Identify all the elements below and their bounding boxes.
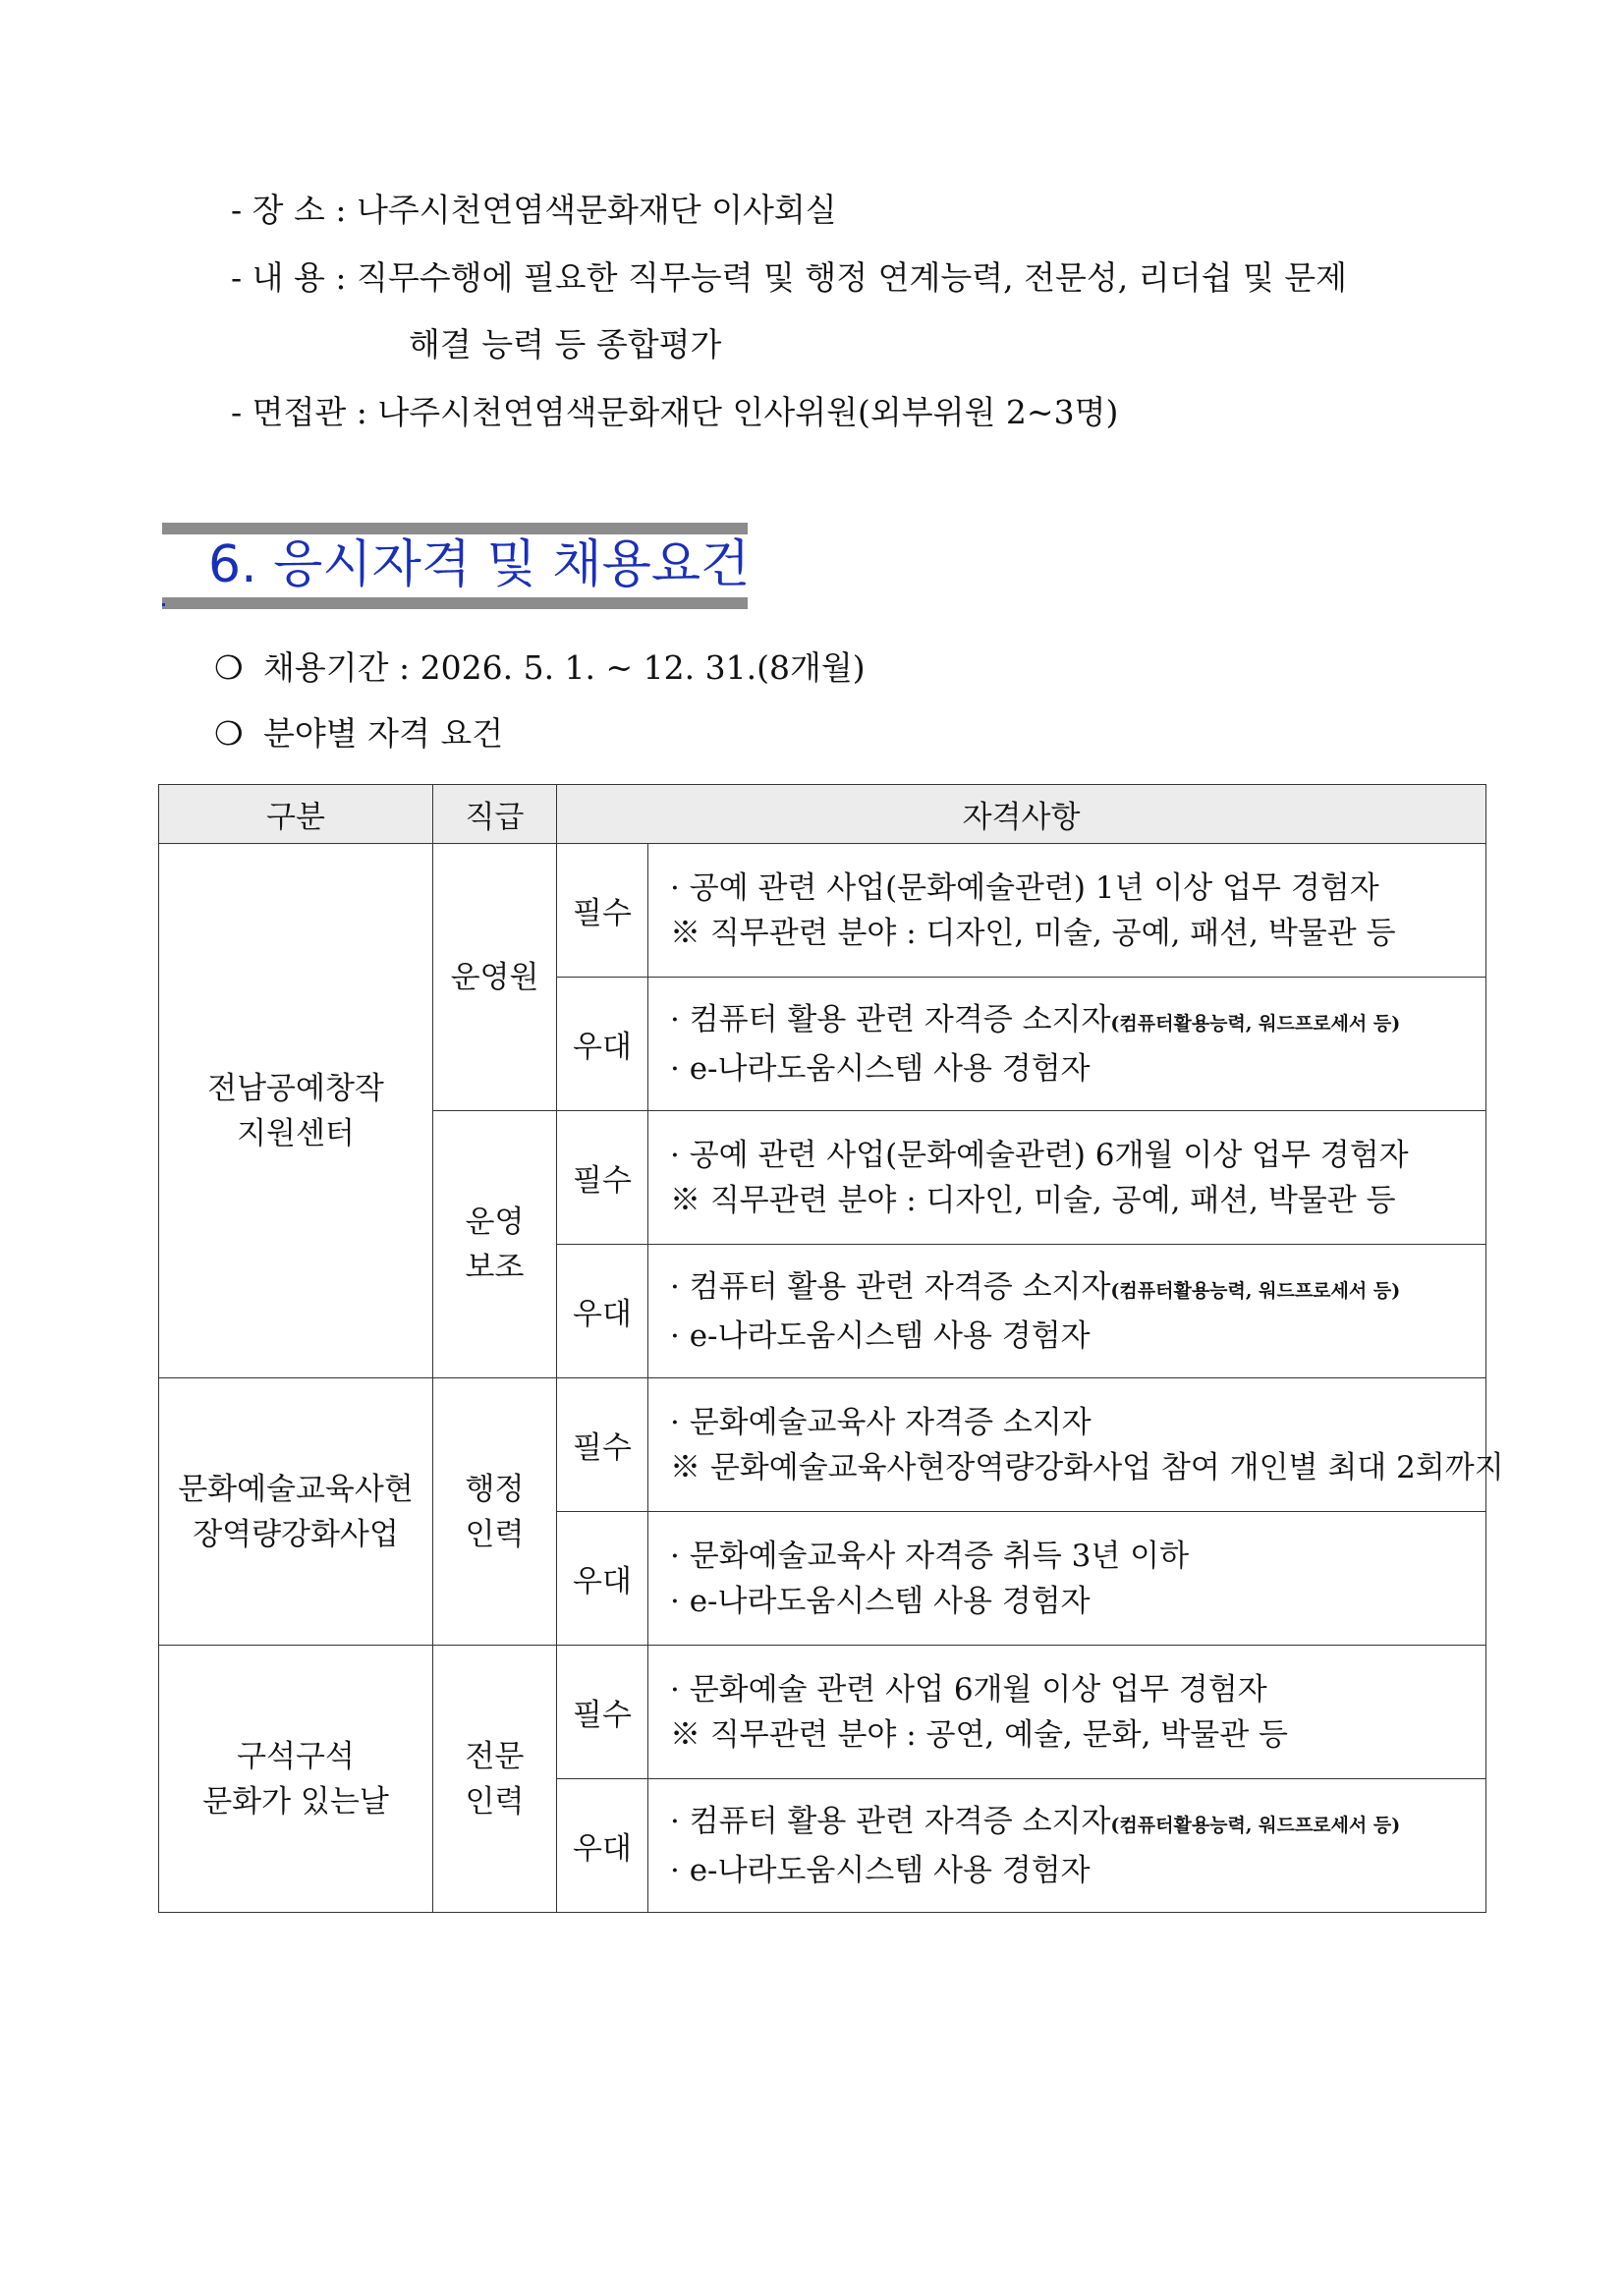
detail-line: ※ 직무관련 분야 : 디자인, 미술, 공예, 패션, 박물관 등 xyxy=(670,915,1396,951)
header-division: 구분 xyxy=(159,785,433,844)
detail-cell xyxy=(648,1512,1486,1646)
kind-cell: 우대 xyxy=(557,1512,648,1646)
detail-line: · e-나라도움시스템 사용 경험자 xyxy=(670,1583,1091,1619)
detail-line: · e-나라도움시스템 사용 경험자 xyxy=(670,1852,1091,1888)
detail-line-text: · 컴퓨터 활용 관련 자격증 소지자 xyxy=(670,1268,1111,1305)
detail-line xyxy=(670,1264,1485,1314)
detail-line: · 공예 관련 사업(문화예술관련) 1년 이상 업무 경험자 xyxy=(670,869,1379,906)
section-rule-bottom xyxy=(162,597,748,609)
detail-line xyxy=(670,997,1485,1046)
header-rank: 직급 xyxy=(433,785,557,844)
table-header-row xyxy=(159,785,1486,844)
kind-cell: 필수 xyxy=(557,1646,648,1779)
intro-place xyxy=(231,189,837,232)
kind-cell: 우대 xyxy=(557,1245,648,1378)
circle-bullet-icon: ❍ xyxy=(214,648,244,687)
kind-cell: 우대 xyxy=(557,978,648,1111)
detail-line-text: · 컴퓨터 활용 관련 자격증 소지자 xyxy=(670,1001,1111,1037)
intro-place-text: 나주시천연염색문화재단 이사회실 xyxy=(357,191,837,229)
detail-cell xyxy=(648,1245,1486,1378)
intro-interviewer-label: - 면접관 : xyxy=(231,393,367,431)
intro-content xyxy=(231,256,1347,300)
detail-cell xyxy=(648,1378,1504,1512)
intro-content-label: - 내 용 : xyxy=(231,258,347,297)
detail-cell xyxy=(648,1646,1486,1779)
detail-line: · e-나라도움시스템 사용 경험자 xyxy=(670,1050,1091,1087)
table-row xyxy=(159,1378,1486,1512)
detail-line: · 문화예술교육사 자격증 취득 3년 이하 xyxy=(670,1538,1190,1574)
division-cell xyxy=(159,1378,433,1646)
intro-place-label: - 장 소 : xyxy=(231,191,347,229)
division-cell xyxy=(159,844,433,1378)
detail-line xyxy=(670,1799,1485,1848)
kind-cell: 필수 xyxy=(557,1111,648,1245)
requirements-table xyxy=(158,784,1504,1913)
division-line: 문화예술교육사현 xyxy=(178,1471,414,1507)
kind-cell: 우대 xyxy=(557,1779,648,1913)
detail-line: ※ 직무관련 분야 : 공연, 예술, 문화, 박물관 등 xyxy=(670,1716,1288,1753)
division-cell xyxy=(159,1646,433,1913)
rank-cell xyxy=(433,1111,557,1378)
section-title: 6. 응시자격 및 채용요건 xyxy=(208,535,751,594)
intro-interviewer xyxy=(231,391,1118,434)
bullet-period-text: 채용기간 : 2026. 5. 1. ~ 12. 31.(8개월) xyxy=(263,648,866,687)
section-dot xyxy=(162,603,165,606)
intro-content-cont: 해결 능력 등 종합평가 xyxy=(409,325,722,364)
table-row xyxy=(159,844,1486,978)
rank-line: 인력 xyxy=(465,1516,525,1552)
detail-cell xyxy=(648,978,1486,1111)
rank-line: 운영 xyxy=(465,1204,525,1240)
bullet-requirements-text: 분야별 자격 요건 xyxy=(263,714,504,753)
division-line: 구석구석 xyxy=(237,1738,355,1774)
rank-line: 보조 xyxy=(465,1249,525,1285)
rank-line: 운영원 xyxy=(450,959,539,995)
rank-cell xyxy=(433,844,557,1111)
detail-line: ※ 문화예술교육사현장역량강화사업 참여 개인별 최대 2회까지 xyxy=(670,1449,1504,1485)
detail-note: (컴퓨터활용능력, 워드프로세서 등) xyxy=(1110,1279,1401,1302)
detail-cell xyxy=(648,1111,1486,1245)
header-qualification: 자격사항 xyxy=(557,785,1486,844)
bullet-period xyxy=(214,646,866,690)
circle-bullet-icon: ❍ xyxy=(214,714,244,753)
division-line: 전남공예창작 xyxy=(207,1070,384,1106)
detail-line: · 문화예술교육사 자격증 소지자 xyxy=(670,1404,1092,1440)
rank-cell xyxy=(433,1646,557,1913)
detail-line: ※ 직무관련 분야 : 디자인, 미술, 공예, 패션, 박물관 등 xyxy=(670,1182,1396,1218)
bullet-requirements xyxy=(214,712,503,756)
division-line: 지원센터 xyxy=(237,1115,355,1151)
kind-cell: 필수 xyxy=(557,844,648,978)
detail-line: · 문화예술 관련 사업 6개월 이상 업무 경험자 xyxy=(670,1671,1267,1708)
rank-line: 행정 xyxy=(465,1471,525,1507)
table-row xyxy=(159,1646,1486,1779)
intro-interviewer-text: 나주시천연염색문화재단 인사위원(외부위원 2~3명) xyxy=(377,393,1119,431)
detail-note: (컴퓨터활용능력, 워드프로세서 등) xyxy=(1110,1012,1401,1035)
detail-cell xyxy=(648,844,1486,978)
intro-content-text: 직무수행에 필요한 직무능력 및 행정 연계능력, 전문성, 리더쉽 및 문제 xyxy=(357,258,1347,297)
detail-cell xyxy=(648,1779,1486,1913)
kind-cell: 필수 xyxy=(557,1378,648,1512)
detail-note: (컴퓨터활용능력, 워드프로세서 등) xyxy=(1110,1814,1401,1836)
detail-line: · 공예 관련 사업(문화예술관련) 6개월 이상 업무 경험자 xyxy=(670,1137,1409,1173)
rank-line: 전문 xyxy=(465,1738,525,1774)
rank-line: 인력 xyxy=(465,1783,525,1820)
division-line: 장역량강화사업 xyxy=(193,1516,399,1552)
detail-line-text: · 컴퓨터 활용 관련 자격증 소지자 xyxy=(670,1803,1111,1839)
division-line: 문화가 있는날 xyxy=(202,1783,389,1820)
detail-line: · e-나라도움시스템 사용 경험자 xyxy=(670,1317,1091,1354)
rank-cell xyxy=(433,1378,557,1646)
